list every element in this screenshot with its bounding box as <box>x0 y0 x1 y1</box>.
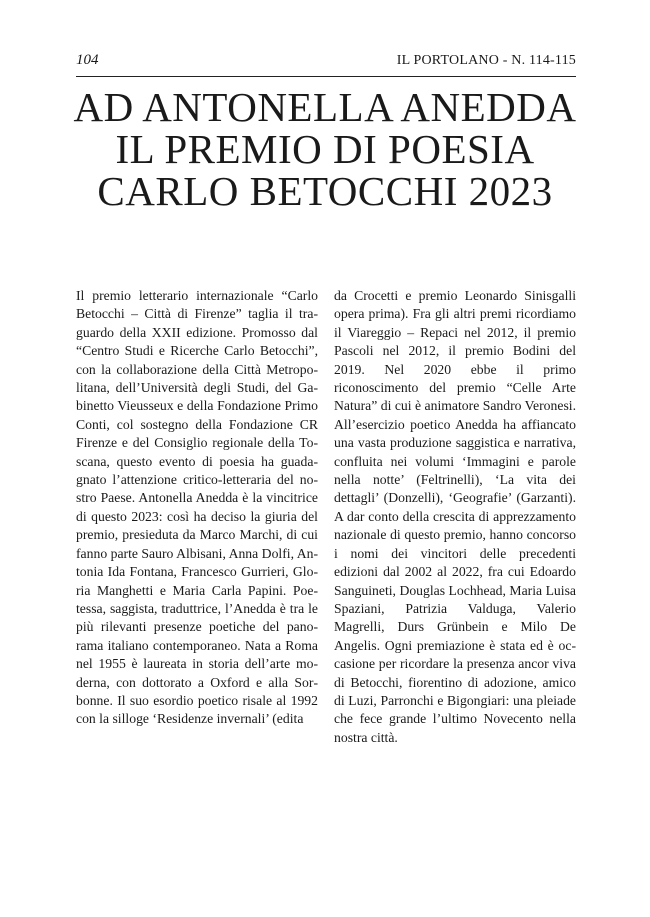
article-title <box>60 86 590 212</box>
journal-reference: IL PORTOLANO - N. 114-115 <box>396 53 576 68</box>
title-line: CARLO BETOCCHI 2023 <box>97 168 553 214</box>
body-text-left: Il premio letterario internazionale “Carlo Betocchi – Città di Firenze” taglia il traguardo della XXII edizione. Promosso dal “Centro Studi e Ricerche Carlo Betocchi”, con la collaborazione della Città Metropolitana, dell’Università degli Studi, del Gabinetto Vieusseux e della Fondazione Primo Conti, col sostegno della Fondazione CR Firenze e del Consiglio regionale della Toscana, questo evento di poesia ha guadagnato l’attenzione critico-letteraria del nostro Paese. Antonella Anedda è la vincitrice di questo 2023: così ha deciso la giuria del premio, presieduta da Marco Marchi, di cui fanno parte Sauro Albisani, Anna Dolfi, Antonia Ida Fontana, Francesco Gurrieri, Gloria Manghetti e Maria Carla Papini. Poetessa, saggista, traduttrice, l’Anedda è tra le più rilevanti presenze poetiche del panorama italiano contemporaneo. Nata a Roma nel 1955 è laureata in storia dell’arte moderna, con dottorato a Oxford e alla Sorbonne. Il suo esordio poetico risale al 1992 con la silloge ‘Residenze invernali’ (edita <box>76 288 318 727</box>
body-column-left <box>76 287 318 729</box>
page-number: 104 <box>76 52 99 68</box>
title-line: AD ANTONELLA ANEDDA <box>73 84 577 130</box>
body-text-right: da Crocetti e premio Leonardo Sinisgalli opera prima). Fra gli altri premi ricordiamo il Viareggio – Repaci nel 2012, il premio Pascoli nel 2012, il premio Bodini del 2019. Nel 2020 ebbe il primo riconoscimento del premio “Celle Arte Natura” di cui è animatore Sandro Veronesi. All’esercizio poetico Anedda ha affiancato una vasta produzione saggistica e narrativa, confluita nei volumi ‘Immagini e parole nella notte’ (Feltrinelli), ‘La vita dei dettagli’ (Donzelli), ‘Geografie’ (Garzanti). A dar conto della crescita di apprezzamento nazionale di questo premio, hanno concorso i nomi dei vincitori delle precedenti edizioni dal 2002 al 2022, fra cui Edoardo Sanguineti, Douglas Lochhead, Maria Luisa Spaziani, Patrizia Valduga, Valerio Magrelli, Durs Grünbein e Milo De Angelis. Ogni premiazione è stata ed è occasione per ricordare la presenza ancor viva di Betocchi, fiorentino di adozione, amico di Luzi, Parronchi e Bigongiari: una pleiade che fece grande l’ultimo Novecento nella nostra città. <box>334 288 576 745</box>
running-header <box>76 50 576 77</box>
title-line: IL PREMIO DI POESIA <box>115 126 535 172</box>
body-column-right <box>334 287 576 747</box>
